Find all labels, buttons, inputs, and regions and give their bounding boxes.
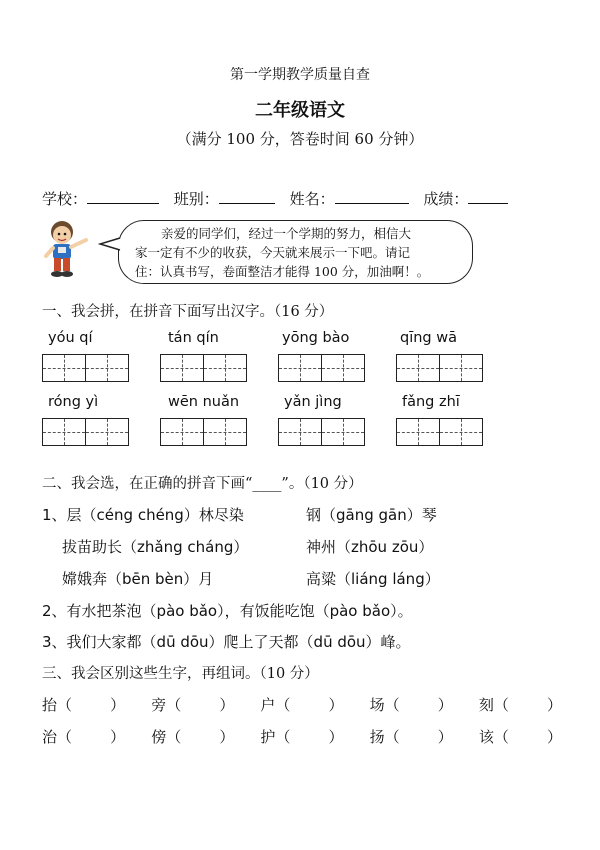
school-field[interactable] bbox=[87, 189, 159, 204]
pinyin-word: yǎn jìng bbox=[284, 394, 342, 410]
pinyin-word: róng yì bbox=[48, 394, 99, 410]
word-item[interactable]: 旁（ ） bbox=[151, 696, 235, 714]
char-grid[interactable] bbox=[160, 354, 247, 382]
q1-item-b: 钢（gāng gān）琴 bbox=[306, 506, 437, 524]
name-field[interactable] bbox=[335, 189, 409, 204]
char-grid[interactable] bbox=[278, 418, 365, 446]
pinyin-word: yóu qí bbox=[48, 330, 93, 346]
pinyin-word: fǎng zhī bbox=[402, 394, 460, 410]
char-grid[interactable] bbox=[396, 418, 483, 446]
speech-line-2: 家一定有不少的收获，今天就来展示一下吧。请记 bbox=[135, 245, 411, 260]
boy-illustration bbox=[38, 218, 100, 280]
pinyin-word: tán qín bbox=[168, 330, 219, 346]
name-label: 姓名： bbox=[289, 190, 335, 208]
class-field[interactable] bbox=[219, 189, 275, 204]
exam-info: （满分 100 分，答卷时间 60 分钟） bbox=[176, 130, 424, 148]
class-label: 班别： bbox=[173, 190, 219, 208]
q1-item-f: 高粱（liáng láng） bbox=[306, 570, 440, 588]
student-info-row bbox=[42, 188, 518, 209]
school-label: 学校： bbox=[42, 190, 88, 208]
score-label: 成绩： bbox=[423, 190, 469, 208]
char-grid[interactable] bbox=[160, 418, 247, 446]
word-item[interactable]: 扬（ ） bbox=[369, 728, 453, 746]
char-grid[interactable] bbox=[278, 354, 365, 382]
word-row-2 bbox=[42, 726, 562, 747]
word-item[interactable]: 抬（ ） bbox=[42, 696, 126, 714]
score-field[interactable] bbox=[468, 189, 508, 204]
word-item[interactable]: 该（ ） bbox=[478, 728, 562, 746]
speech-line-3: 住：认真书写，卷面整洁才能得 100 分，加油啊！。 bbox=[135, 264, 430, 279]
word-item[interactable]: 刻（ ） bbox=[478, 696, 562, 714]
q3-line: 3、我们大家都（dū dōu）爬上了天都（dū dōu）峰。 bbox=[42, 633, 411, 651]
word-item[interactable]: 治（ ） bbox=[42, 728, 126, 746]
speech-line-1: 亲爱的同学们，经过一个学期的努力，相信大 bbox=[161, 226, 412, 241]
pinyin-word: yōng bào bbox=[282, 330, 350, 346]
q1-item-c: 拔苗助长（zhǎng cháng） bbox=[62, 538, 249, 556]
bubble-tail bbox=[98, 234, 122, 252]
term-title: 第一学期教学质量自查 bbox=[230, 67, 370, 83]
char-grid[interactable] bbox=[396, 354, 483, 382]
word-item[interactable]: 傍（ ） bbox=[151, 728, 235, 746]
section3-heading: 三、我会区别这些生字，再组词。（10 分） bbox=[42, 666, 319, 682]
speech-bubble bbox=[118, 220, 473, 284]
section2-heading: 二、我会选，在正确的拼音下画“____”。（10 分） bbox=[42, 476, 363, 492]
pinyin-word: wēn nuǎn bbox=[168, 394, 240, 410]
char-grid[interactable] bbox=[42, 418, 129, 446]
subject-title: 二年级语文 bbox=[255, 100, 345, 121]
q2-line: 2、有水把茶泡（pào bǎo），有饭能吃饱（pào bǎo）。 bbox=[42, 602, 413, 620]
word-item[interactable]: 场（ ） bbox=[369, 696, 453, 714]
word-item[interactable]: 护（ ） bbox=[260, 728, 344, 746]
pinyin-word: qīng wā bbox=[400, 330, 457, 346]
q1-item-e: 嫦娥奔（bēn bèn）月 bbox=[62, 570, 214, 588]
q1-item-a: 1、层（céng chéng）林尽染 bbox=[42, 506, 244, 524]
q1-item-d: 神州（zhōu zōu） bbox=[306, 538, 434, 556]
word-row-1 bbox=[42, 694, 562, 715]
word-item[interactable]: 户（ ） bbox=[260, 696, 344, 714]
section1-heading: 一、我会拼，在拼音下面写出汉字。（16 分） bbox=[42, 304, 334, 320]
char-grid[interactable] bbox=[42, 354, 129, 382]
